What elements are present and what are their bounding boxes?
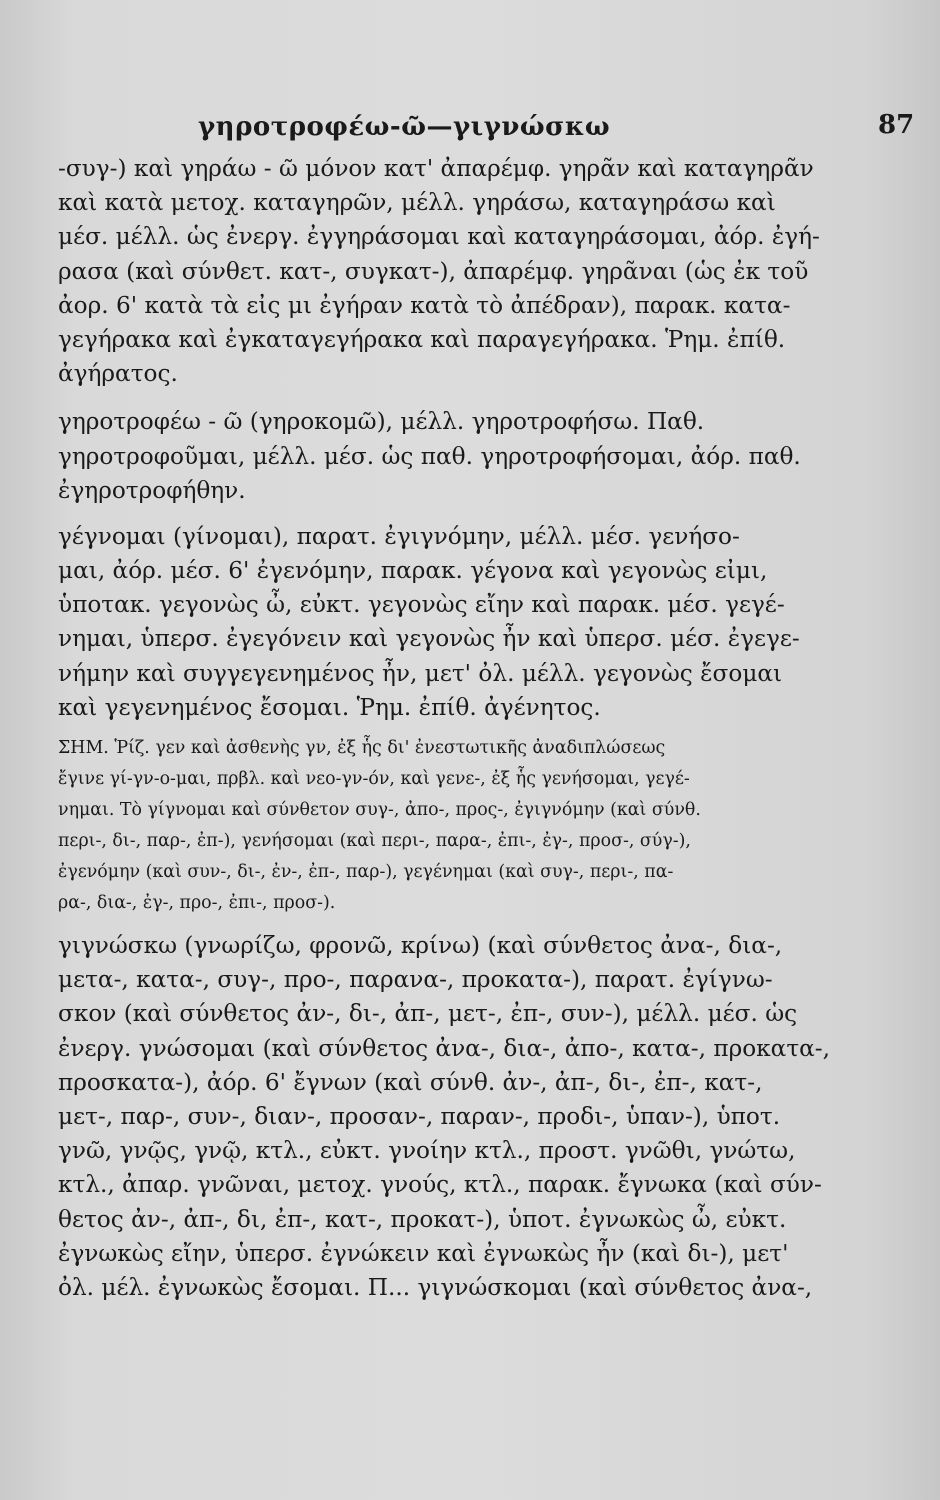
text-line: καὶ γεγενημένος ἔσομαι. Ῥημ. ἐπίθ. ἀγένητος.: [58, 693, 601, 721]
note-line: ἔγινε γί-γν-ο-μαι, πρβλ. καὶ νεο-γν-όν, καὶ γενε-, ἐξ ἧς γενήσομαι, γεγέ-: [58, 769, 690, 789]
entry-gignosko: [58, 929, 831, 1305]
page-header: [0, 108, 940, 148]
text-line: μετ-, παρ-, συν-, διαν-, προσαν-, παραν-, προδι-, ὑπαν-), ὑποτ.: [58, 1102, 781, 1130]
text-line: -συγ-) καὶ γηράω - ῶ μόνον κατ' ἀπαρέμφ. γηρᾶν καὶ καταγηρᾶν: [58, 155, 814, 182]
text-line: μέσ. μέλλ. ὡς ἐνεργ. ἐγγηράσομαι καὶ καταγηράσομαι, ἀόρ. ἐγή-: [58, 223, 820, 251]
text-line: γηροτροφέω - ῶ (γηροκομῶ), μέλλ. γηροτροφήσω. Παθ.: [58, 408, 705, 436]
text-line: ρασα (καὶ σύνθετ. κατ-, συγκατ-), ἀπαρέμφ. γηρᾶναι (ὡς ἐκ τοῦ: [58, 257, 809, 285]
text-line: ὑποτακ. γεγονὼς ὦ, εὐκτ. γεγονὼς εἴην καὶ παρακ. μέσ. γεγέ-: [58, 591, 785, 619]
note-line: ρα-, δια-, ἐγ-, προ-, ἐπι-, προσ-).: [58, 893, 336, 913]
text-line: θετος ἀν-, ἀπ-, δι, ἐπ-, κατ-, προκατ-), ὑποτ. ἐγνωκὼς ὦ, εὐκτ.: [58, 1205, 787, 1233]
text-line: προσκατα-), ἀόρ. 6' ἔγνων (καὶ σύνθ. ἀν-, ἀπ-, δι-, ἐπ-, κατ-,: [58, 1068, 763, 1096]
text-line: κτλ., ἀπαρ. γνῶναι, μετοχ. γνούς, κτλ., παρακ. ἔγνωκα (καὶ σύν-: [58, 1171, 822, 1199]
text-line: ἀορ. 6' κατὰ τὰ εἰς μι ἐγήραν κατὰ τὸ ἀπέδραν), παρακ. κατα-: [58, 291, 791, 319]
entry-gerao: [58, 152, 820, 391]
entry-gerotropheo: [58, 405, 801, 508]
entry-gegnomai: [58, 520, 800, 725]
text-line: γνῶ, γνῷς, γνῷ, κτλ., εὐκτ. γνοίην κτλ., προστ. γνῶθι, γνώτω,: [58, 1137, 796, 1165]
text-line: γέγνομαι (γίνομαι), παρατ. ἐγιγνόμην, μέλλ. μέσ. γενήσο-: [58, 522, 740, 550]
note-line: νημαι. Τὸ γίγνομαι καὶ σύνθετον συγ-, ἀπο-, προς-, ἐγιγνόμην (καὶ σύνθ.: [58, 800, 701, 820]
note-line: περι-, δι-, παρ-, ἐπ-), γενήσομαι (καὶ περι-, παρα-, ἐπι-, ἐγ-, προσ-, σύγ-),: [58, 831, 691, 851]
text-line: ἀγήρατος.: [58, 360, 178, 388]
text-line: νημαι, ὑπερσ. ἐγεγόνειν καὶ γεγονὼς ἦν καὶ ὑπερσ. μέσ. ἐγεγε-: [58, 625, 800, 653]
text-line: μετα-, κατα-, συγ-, προ-, παρανα-, προκατα-), παρατ. ἐγίγνω-: [58, 966, 773, 994]
text-line: νήμην καὶ συγγεγενημένος ἦν, μετ' ὀλ. μέλλ. γεγονὼς ἔσομαι: [58, 659, 783, 687]
note-sem: [58, 733, 728, 919]
note-line: ἐγενόμην (καὶ συν-, δι-, ἐν-, ἐπ-, παρ-), γεγένημαι (καὶ συγ-, περι-, πα-: [58, 862, 674, 882]
text-line: καὶ κατὰ μετοχ. καταγηρῶν, μέλλ. γηράσω, καταγηράσω καὶ: [58, 189, 776, 217]
text-line: ἐνεργ. γνώσομαι (καὶ σύνθετος ἀνα-, δια-, ἀπο-, κατα-, προκατα-,: [58, 1034, 831, 1062]
body-text: [58, 152, 831, 1305]
text-line: ὀλ. μέλ. ἐγνωκὼς ἔσομαι. Π... γιγνώσκομαι (καὶ σύνθετος ἀνα-,: [58, 1273, 813, 1301]
text-line: μαι, ἀόρ. μέσ. 6' ἐγενόμην, παρακ. γέγονα καὶ γεγονὼς εἰμι,: [58, 557, 768, 585]
text-line: γιγνώσκω (γνωρίζω, φρονῶ, κρίνω) (καὶ σύνθετος ἀνα-, δια-,: [58, 932, 783, 959]
page-number: 87: [878, 110, 915, 140]
text-line: γηροτροφοῦμαι, μέλλ. μέσ. ὡς παθ. γηροτροφήσομαι, ἀόρ. παθ.: [58, 442, 801, 470]
text-line: γεγήρακα καὶ ἐγκαταγεγήρακα καὶ παραγεγήρακα. Ῥημ. ἐπίθ.: [58, 325, 786, 353]
text-line: ἐγηροτροφήθην.: [58, 476, 246, 504]
text-line: σκον (καὶ σύνθετος ἀν-, δι-, ἀπ-, μετ-, ἐπ-, συν-), μέλλ. μέσ. ὡς: [58, 1000, 798, 1028]
note-line: ΣΗΜ. Ῥίζ. γεν καὶ ἀσθενὴς γν, ἐξ ἧς δι' ἐνεστωτικῆς ἀναδιπλώσεως: [58, 738, 666, 758]
running-head: γηροτροφέω-ῶ—γιγνώσκω: [198, 112, 611, 142]
text-line: ἐγνωκὼς εἴην, ὑπερσ. ἐγνώκειν καὶ ἐγνωκὼς ἦν (καὶ δι-), μετ': [58, 1239, 789, 1267]
